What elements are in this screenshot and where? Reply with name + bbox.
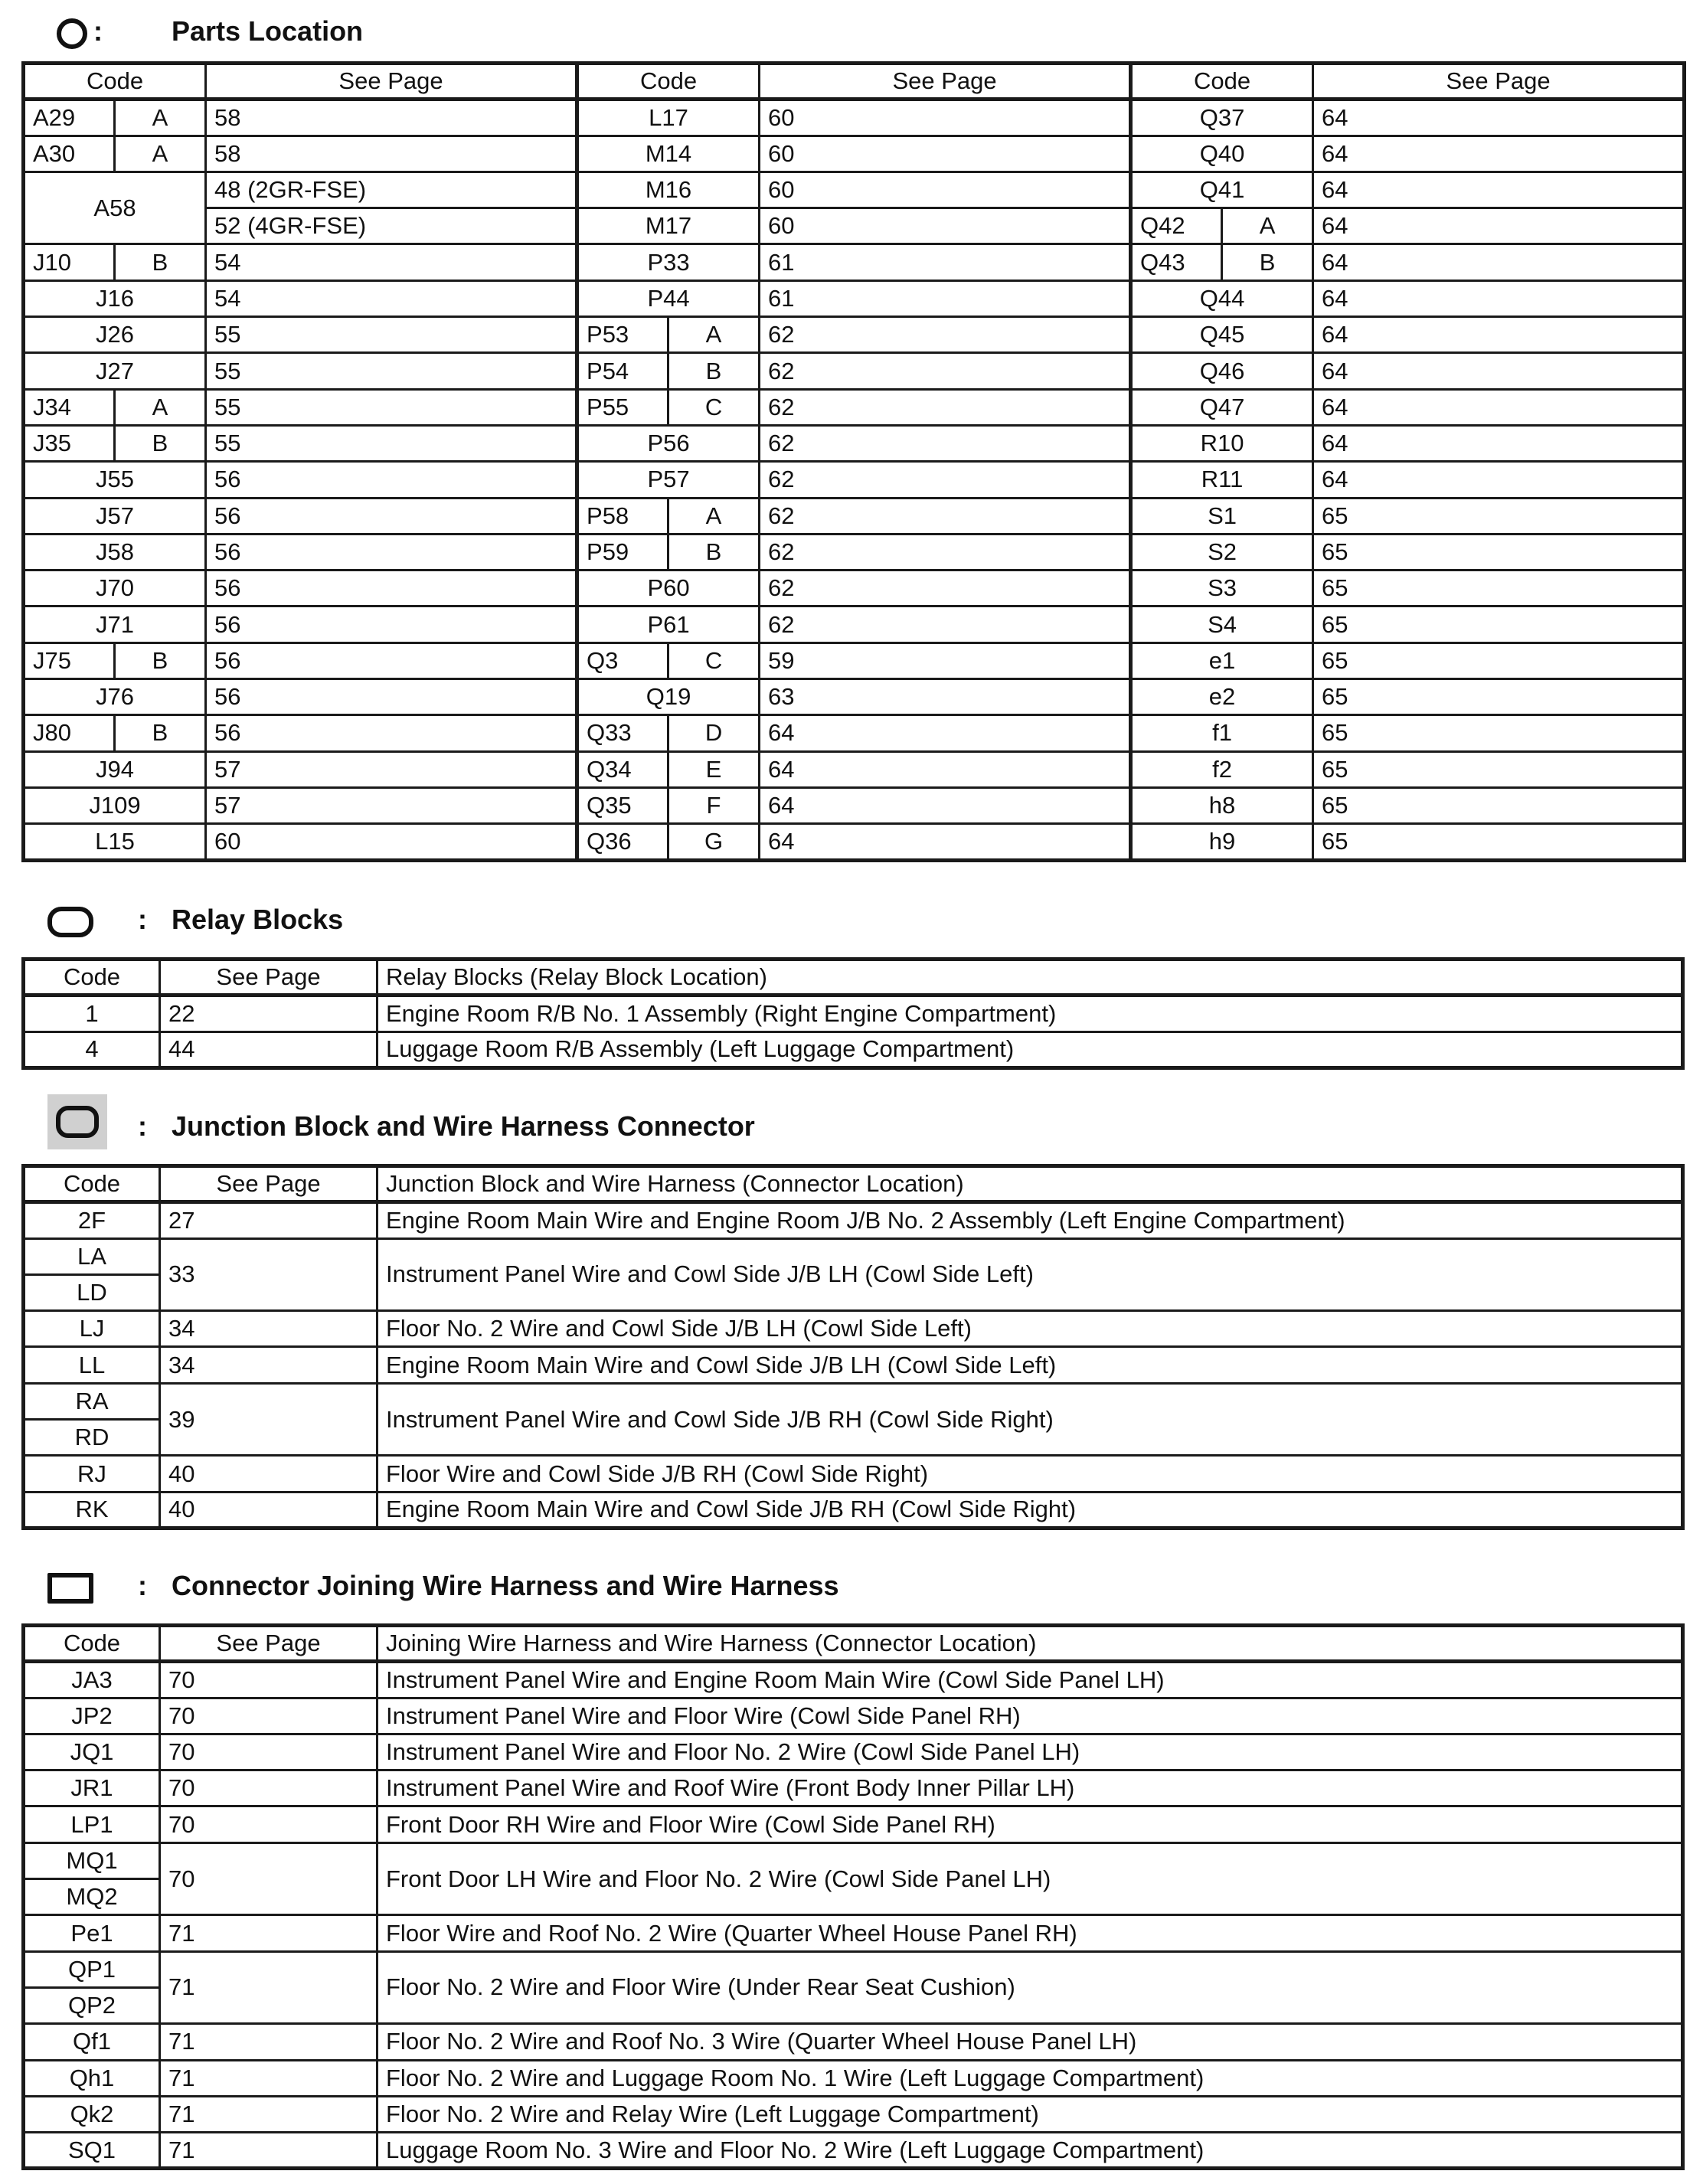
see-page-cell: 62 bbox=[760, 353, 1131, 389]
code-cell: f2 bbox=[1131, 751, 1313, 787]
code-cell: 2F bbox=[24, 1202, 160, 1238]
see-page-cell: 64 bbox=[1313, 425, 1685, 461]
table-row bbox=[24, 571, 1685, 606]
code-cell: LA bbox=[24, 1238, 160, 1274]
see-page-cell: 71 bbox=[160, 1951, 378, 2024]
table-row bbox=[24, 1734, 1683, 1770]
table-row bbox=[24, 208, 1685, 244]
code-cell: R11 bbox=[1131, 462, 1313, 498]
code-cell: R10 bbox=[1131, 425, 1313, 461]
see-page-cell: 56 bbox=[206, 571, 577, 606]
table-row bbox=[24, 2024, 1683, 2060]
see-page-cell: 63 bbox=[760, 679, 1131, 715]
code-cell: J34 bbox=[24, 389, 115, 425]
table-row bbox=[24, 1770, 1683, 1806]
code-cell: S2 bbox=[1131, 534, 1313, 570]
code-cell: P53 bbox=[577, 317, 668, 353]
table-row bbox=[24, 317, 1685, 353]
suffix-cell: A bbox=[115, 100, 206, 136]
see-page-cell: 56 bbox=[206, 534, 577, 570]
code-cell: P44 bbox=[577, 280, 760, 316]
code-cell: J27 bbox=[24, 353, 206, 389]
connector-joining-colon: : bbox=[138, 1570, 147, 1601]
code-cell: J76 bbox=[24, 679, 206, 715]
table-row bbox=[24, 534, 1685, 570]
code-cell: Q42 bbox=[1131, 208, 1222, 244]
table-row bbox=[24, 1698, 1683, 1734]
code-cell: P58 bbox=[577, 498, 668, 534]
suffix-cell: B bbox=[668, 353, 760, 389]
code-cell: P55 bbox=[577, 389, 668, 425]
see-page-cell: 34 bbox=[160, 1347, 378, 1383]
table-row bbox=[24, 172, 1685, 208]
table-row bbox=[24, 1238, 1683, 1274]
see-page-cell: 70 bbox=[160, 1662, 378, 1698]
location-cell: Front Door RH Wire and Floor Wire (Cowl Side Panel RH) bbox=[378, 1806, 1683, 1842]
suffix-cell: G bbox=[668, 824, 760, 860]
code-cell: J35 bbox=[24, 425, 115, 461]
parts-location-title: Parts Location bbox=[172, 15, 364, 47]
see-page-cell: 58 bbox=[206, 136, 577, 172]
code-cell: f1 bbox=[1131, 715, 1313, 751]
code-cell: Q47 bbox=[1131, 389, 1313, 425]
code-cell: LD bbox=[24, 1274, 160, 1310]
code-cell: P57 bbox=[577, 462, 760, 498]
table-row bbox=[24, 244, 1685, 280]
code-cell: P56 bbox=[577, 425, 760, 461]
code-cell: M17 bbox=[577, 208, 760, 244]
code-cell: P54 bbox=[577, 353, 668, 389]
code-cell: JA3 bbox=[24, 1662, 160, 1698]
table-row bbox=[24, 1492, 1683, 1528]
see-page-cell: 34 bbox=[160, 1311, 378, 1347]
see-page-cell: 65 bbox=[1313, 751, 1685, 787]
see-page-cell: 55 bbox=[206, 425, 577, 461]
table-row bbox=[24, 1842, 1683, 1878]
code-header: Code bbox=[577, 64, 760, 100]
see-page-header: See Page bbox=[206, 64, 577, 100]
location-cell: Luggage Room No. 3 Wire and Floor No. 2 Wire (Left Luggage Compartment) bbox=[378, 2133, 1683, 2169]
table-row bbox=[24, 1806, 1683, 1842]
code-cell: Q45 bbox=[1131, 317, 1313, 353]
see-page-cell: 60 bbox=[760, 136, 1131, 172]
table-row bbox=[24, 2060, 1683, 2096]
see-page-cell: 64 bbox=[1313, 462, 1685, 498]
see-page-cell: 27 bbox=[160, 1202, 378, 1238]
code-cell: P33 bbox=[577, 244, 760, 280]
table-row bbox=[24, 996, 1683, 1032]
see-page-cell: 64 bbox=[760, 715, 1131, 751]
see-page-cell: 60 bbox=[206, 824, 577, 860]
see-page-cell: 71 bbox=[160, 2133, 378, 2169]
location-cell: Floor No. 2 Wire and Luggage Room No. 1 Wire (Left Luggage Compartment) bbox=[378, 2060, 1683, 2096]
see-page-header: See Page bbox=[160, 1166, 378, 1202]
see-page-cell: 70 bbox=[160, 1806, 378, 1842]
location-header: Joining Wire Harness and Wire Harness (Connector Location) bbox=[378, 1626, 1683, 1662]
code-header: Code bbox=[24, 960, 160, 996]
see-page-cell: 70 bbox=[160, 1842, 378, 1915]
code-cell: J80 bbox=[24, 715, 115, 751]
code-cell: J109 bbox=[24, 787, 206, 823]
code-cell: e1 bbox=[1131, 642, 1313, 678]
see-page-cell: 64 bbox=[760, 751, 1131, 787]
table-row bbox=[24, 606, 1685, 642]
see-page-cell: 64 bbox=[760, 824, 1131, 860]
table-row bbox=[24, 824, 1685, 860]
see-page-cell: 64 bbox=[1313, 244, 1685, 280]
see-page-cell: 61 bbox=[760, 280, 1131, 316]
code-header: Code bbox=[1131, 64, 1313, 100]
code-cell: L15 bbox=[24, 824, 206, 860]
see-page-cell: 57 bbox=[206, 751, 577, 787]
code-cell: Q35 bbox=[577, 787, 668, 823]
code-cell: S3 bbox=[1131, 571, 1313, 606]
code-cell: JP2 bbox=[24, 1698, 160, 1734]
location-header: Relay Blocks (Relay Block Location) bbox=[378, 960, 1683, 996]
code-cell: SQ1 bbox=[24, 2133, 160, 2169]
suffix-cell: A bbox=[115, 389, 206, 425]
see-page-cell: 55 bbox=[206, 317, 577, 353]
see-page-cell: 60 bbox=[760, 208, 1131, 244]
code-cell: 1 bbox=[24, 996, 160, 1032]
table-row bbox=[24, 787, 1685, 823]
see-page-cell: 62 bbox=[760, 425, 1131, 461]
table-row bbox=[24, 1915, 1683, 1951]
see-page-header: See Page bbox=[160, 1626, 378, 1662]
code-cell: P59 bbox=[577, 534, 668, 570]
table-row bbox=[24, 1032, 1683, 1067]
suffix-cell: A bbox=[668, 317, 760, 353]
location-cell: Engine Room Main Wire and Cowl Side J/B RH (Cowl Side Right) bbox=[378, 1492, 1683, 1528]
suffix-cell: B bbox=[115, 642, 206, 678]
see-page-cell: 62 bbox=[760, 389, 1131, 425]
code-cell: J75 bbox=[24, 642, 115, 678]
location-cell: Floor No. 2 Wire and Roof No. 3 Wire (Quarter Wheel House Panel LH) bbox=[378, 2024, 1683, 2060]
code-cell: RJ bbox=[24, 1456, 160, 1492]
location-cell: Front Door LH Wire and Floor No. 2 Wire (Cowl Side Panel LH) bbox=[378, 1842, 1683, 1915]
see-page-cell: 71 bbox=[160, 1915, 378, 1951]
code-cell: Q37 bbox=[1131, 100, 1313, 136]
parts-location-table bbox=[21, 61, 1686, 862]
location-cell: Instrument Panel Wire and Cowl Side J/B RH (Cowl Side Right) bbox=[378, 1383, 1683, 1456]
location-cell: Engine Room Main Wire and Cowl Side J/B LH (Cowl Side Left) bbox=[378, 1347, 1683, 1383]
table-row bbox=[24, 2133, 1683, 2169]
relay-blocks-table bbox=[21, 957, 1685, 1070]
code-header: Code bbox=[24, 64, 206, 100]
code-cell: S4 bbox=[1131, 606, 1313, 642]
code-cell: LL bbox=[24, 1347, 160, 1383]
connector-joining-table bbox=[21, 1623, 1685, 2170]
suffix-cell: C bbox=[668, 389, 760, 425]
see-page-cell: 56 bbox=[206, 715, 577, 751]
code-cell: Qh1 bbox=[24, 2060, 160, 2096]
code-cell: LJ bbox=[24, 1311, 160, 1347]
see-page-cell: 60 bbox=[760, 100, 1131, 136]
see-page-cell: 71 bbox=[160, 2024, 378, 2060]
code-cell: A30 bbox=[24, 136, 115, 172]
code-cell: Q34 bbox=[577, 751, 668, 787]
see-page-cell: 65 bbox=[1313, 571, 1685, 606]
code-cell: Q19 bbox=[577, 679, 760, 715]
see-page-cell: 22 bbox=[160, 996, 378, 1032]
code-cell: A58 bbox=[24, 172, 206, 244]
see-page-cell: 55 bbox=[206, 389, 577, 425]
table-row bbox=[24, 679, 1685, 715]
see-page-cell: 57 bbox=[206, 787, 577, 823]
code-cell: M14 bbox=[577, 136, 760, 172]
see-page-cell: 39 bbox=[160, 1383, 378, 1456]
code-cell: 4 bbox=[24, 1032, 160, 1067]
suffix-cell: A bbox=[1222, 208, 1313, 244]
code-cell: Pe1 bbox=[24, 1915, 160, 1951]
location-cell: Instrument Panel Wire and Engine Room Main Wire (Cowl Side Panel LH) bbox=[378, 1662, 1683, 1698]
code-cell: Q41 bbox=[1131, 172, 1313, 208]
table-row bbox=[24, 136, 1685, 172]
code-cell: J57 bbox=[24, 498, 206, 534]
see-page-cell: 65 bbox=[1313, 498, 1685, 534]
code-cell: J58 bbox=[24, 534, 206, 570]
see-page-cell: 70 bbox=[160, 1698, 378, 1734]
table-row bbox=[24, 2096, 1683, 2132]
see-page-cell: 40 bbox=[160, 1456, 378, 1492]
table-row bbox=[24, 425, 1685, 461]
code-cell: Q46 bbox=[1131, 353, 1313, 389]
code-cell: JR1 bbox=[24, 1770, 160, 1806]
see-page-cell: 64 bbox=[1313, 208, 1685, 244]
see-page-cell: 62 bbox=[760, 534, 1131, 570]
code-cell: J94 bbox=[24, 751, 206, 787]
code-cell: Q40 bbox=[1131, 136, 1313, 172]
see-page-cell: 71 bbox=[160, 2096, 378, 2132]
suffix-cell: B bbox=[115, 425, 206, 461]
suffix-cell: B bbox=[115, 244, 206, 280]
code-cell: MQ2 bbox=[24, 1879, 160, 1915]
see-page-cell: 65 bbox=[1313, 606, 1685, 642]
code-cell: RK bbox=[24, 1492, 160, 1528]
location-cell: Engine Room Main Wire and Engine Room J/B No. 2 Assembly (Left Engine Compartment) bbox=[378, 1202, 1683, 1238]
parts-location-header bbox=[47, 11, 87, 57]
see-page-cell: 55 bbox=[206, 353, 577, 389]
table-row bbox=[24, 1662, 1683, 1698]
table-row bbox=[24, 1951, 1683, 1987]
see-page-cell: 65 bbox=[1313, 679, 1685, 715]
code-cell: LP1 bbox=[24, 1806, 160, 1842]
table-row bbox=[24, 1202, 1683, 1238]
see-page-cell: 65 bbox=[1313, 824, 1685, 860]
junction-block-header bbox=[47, 1099, 107, 1145]
rounded-rect-symbol-icon bbox=[47, 907, 93, 937]
relay-blocks-header bbox=[47, 899, 93, 945]
code-cell: Q3 bbox=[577, 642, 668, 678]
see-page-cell: 59 bbox=[760, 642, 1131, 678]
suffix-cell: B bbox=[115, 715, 206, 751]
location-cell: Floor No. 2 Wire and Floor Wire (Under Rear Seat Cushion) bbox=[378, 1951, 1683, 2024]
location-cell: Instrument Panel Wire and Floor No. 2 Wire (Cowl Side Panel LH) bbox=[378, 1734, 1683, 1770]
table-row bbox=[24, 1347, 1683, 1383]
see-page-cell: 54 bbox=[206, 244, 577, 280]
see-page-cell: 64 bbox=[1313, 100, 1685, 136]
code-cell: S1 bbox=[1131, 498, 1313, 534]
see-page-cell: 56 bbox=[206, 679, 577, 715]
suffix-cell: A bbox=[668, 498, 760, 534]
relay-blocks-colon: : bbox=[138, 904, 147, 935]
see-page-cell: 64 bbox=[1313, 136, 1685, 172]
suffix-cell: C bbox=[668, 642, 760, 678]
code-cell: J10 bbox=[24, 244, 115, 280]
table-row bbox=[24, 389, 1685, 425]
junction-block-table bbox=[21, 1164, 1685, 1530]
see-page-cell: 64 bbox=[760, 787, 1131, 823]
code-cell: L17 bbox=[577, 100, 760, 136]
see-page-cell: 56 bbox=[206, 498, 577, 534]
see-page-header: See Page bbox=[160, 960, 378, 996]
see-page-cell: 54 bbox=[206, 280, 577, 316]
code-cell: h9 bbox=[1131, 824, 1313, 860]
suffix-cell: B bbox=[1222, 244, 1313, 280]
see-page-cell: 44 bbox=[160, 1032, 378, 1067]
see-page-cell: 64 bbox=[1313, 317, 1685, 353]
table-row bbox=[24, 100, 1685, 136]
code-cell: J55 bbox=[24, 462, 206, 498]
parts-location-colon: : bbox=[93, 15, 103, 47]
code-cell: Q43 bbox=[1131, 244, 1222, 280]
see-page-cell: 65 bbox=[1313, 715, 1685, 751]
location-cell: Engine Room R/B No. 1 Assembly (Right Engine Compartment) bbox=[378, 996, 1683, 1032]
code-cell: h8 bbox=[1131, 787, 1313, 823]
see-page-cell: 33 bbox=[160, 1238, 378, 1311]
location-header: Junction Block and Wire Harness (Connector Location) bbox=[378, 1166, 1683, 1202]
table-row bbox=[24, 642, 1685, 678]
shaded-rounded-rect-symbol-icon bbox=[47, 1094, 107, 1149]
code-cell: MQ1 bbox=[24, 1842, 160, 1878]
see-page-cell: 56 bbox=[206, 642, 577, 678]
table-row bbox=[24, 715, 1685, 751]
code-cell: P60 bbox=[577, 571, 760, 606]
see-page-cell: 52 (4GR-FSE) bbox=[206, 208, 577, 244]
see-page-cell: 71 bbox=[160, 2060, 378, 2096]
rectangle-symbol-icon bbox=[47, 1573, 93, 1604]
suffix-cell: D bbox=[668, 715, 760, 751]
see-page-cell: 65 bbox=[1313, 642, 1685, 678]
see-page-cell: 58 bbox=[206, 100, 577, 136]
code-cell: J70 bbox=[24, 571, 206, 606]
location-cell: Instrument Panel Wire and Cowl Side J/B LH (Cowl Side Left) bbox=[378, 1238, 1683, 1311]
junction-block-title: Junction Block and Wire Harness Connector bbox=[172, 1110, 755, 1142]
see-page-cell: 48 (2GR-FSE) bbox=[206, 172, 577, 208]
location-cell: Floor No. 2 Wire and Cowl Side J/B LH (Cowl Side Left) bbox=[378, 1311, 1683, 1347]
see-page-header: See Page bbox=[760, 64, 1131, 100]
see-page-cell: 64 bbox=[1313, 172, 1685, 208]
table-row bbox=[24, 462, 1685, 498]
junction-block-colon: : bbox=[138, 1110, 147, 1142]
location-cell: Floor Wire and Cowl Side J/B RH (Cowl Side Right) bbox=[378, 1456, 1683, 1492]
connector-joining-header bbox=[47, 1565, 93, 1611]
see-page-cell: 56 bbox=[206, 462, 577, 498]
table-row bbox=[24, 1456, 1683, 1492]
see-page-cell: 60 bbox=[760, 172, 1131, 208]
table-row bbox=[24, 1383, 1683, 1419]
see-page-cell: 40 bbox=[160, 1492, 378, 1528]
relay-blocks-title: Relay Blocks bbox=[172, 904, 344, 935]
see-page-cell: 61 bbox=[760, 244, 1131, 280]
code-cell: Q36 bbox=[577, 824, 668, 860]
location-cell: Luggage Room R/B Assembly (Left Luggage Compartment) bbox=[378, 1032, 1683, 1067]
see-page-cell: 62 bbox=[760, 571, 1131, 606]
table-row bbox=[24, 751, 1685, 787]
code-cell: RD bbox=[24, 1420, 160, 1456]
see-page-cell: 56 bbox=[206, 606, 577, 642]
circle-symbol-icon bbox=[57, 18, 87, 49]
suffix-cell: E bbox=[668, 751, 760, 787]
code-header: Code bbox=[24, 1626, 160, 1662]
location-cell: Instrument Panel Wire and Roof Wire (Front Body Inner Pillar LH) bbox=[378, 1770, 1683, 1806]
connector-joining-title: Connector Joining Wire Harness and Wire Harness bbox=[172, 1570, 839, 1601]
code-cell: J26 bbox=[24, 317, 206, 353]
code-cell: P61 bbox=[577, 606, 760, 642]
see-page-cell: 64 bbox=[1313, 280, 1685, 316]
code-cell: Q44 bbox=[1131, 280, 1313, 316]
table-row bbox=[24, 353, 1685, 389]
suffix-cell: F bbox=[668, 787, 760, 823]
code-cell: Q33 bbox=[577, 715, 668, 751]
location-cell: Floor No. 2 Wire and Relay Wire (Left Luggage Compartment) bbox=[378, 2096, 1683, 2132]
location-cell: Instrument Panel Wire and Floor Wire (Cowl Side Panel RH) bbox=[378, 1698, 1683, 1734]
see-page-cell: 65 bbox=[1313, 534, 1685, 570]
code-cell: Qf1 bbox=[24, 2024, 160, 2060]
table-row bbox=[24, 1311, 1683, 1347]
code-cell: A29 bbox=[24, 100, 115, 136]
code-cell: Qk2 bbox=[24, 2096, 160, 2132]
code-header: Code bbox=[24, 1166, 160, 1202]
code-cell: QP2 bbox=[24, 1987, 160, 2023]
code-cell: J16 bbox=[24, 280, 206, 316]
code-cell: J71 bbox=[24, 606, 206, 642]
table-row bbox=[24, 280, 1685, 316]
code-cell: e2 bbox=[1131, 679, 1313, 715]
see-page-cell: 62 bbox=[760, 317, 1131, 353]
see-page-cell: 62 bbox=[760, 498, 1131, 534]
see-page-cell: 62 bbox=[760, 462, 1131, 498]
see-page-cell: 64 bbox=[1313, 389, 1685, 425]
see-page-header: See Page bbox=[1313, 64, 1685, 100]
see-page-cell: 70 bbox=[160, 1770, 378, 1806]
table-row bbox=[24, 498, 1685, 534]
see-page-cell: 65 bbox=[1313, 787, 1685, 823]
see-page-cell: 70 bbox=[160, 1734, 378, 1770]
suffix-cell: B bbox=[668, 534, 760, 570]
see-page-cell: 64 bbox=[1313, 353, 1685, 389]
code-cell: QP1 bbox=[24, 1951, 160, 1987]
code-cell: M16 bbox=[577, 172, 760, 208]
code-cell: JQ1 bbox=[24, 1734, 160, 1770]
suffix-cell: A bbox=[115, 136, 206, 172]
see-page-cell: 62 bbox=[760, 606, 1131, 642]
code-cell: RA bbox=[24, 1383, 160, 1419]
location-cell: Floor Wire and Roof No. 2 Wire (Quarter Wheel House Panel RH) bbox=[378, 1915, 1683, 1951]
